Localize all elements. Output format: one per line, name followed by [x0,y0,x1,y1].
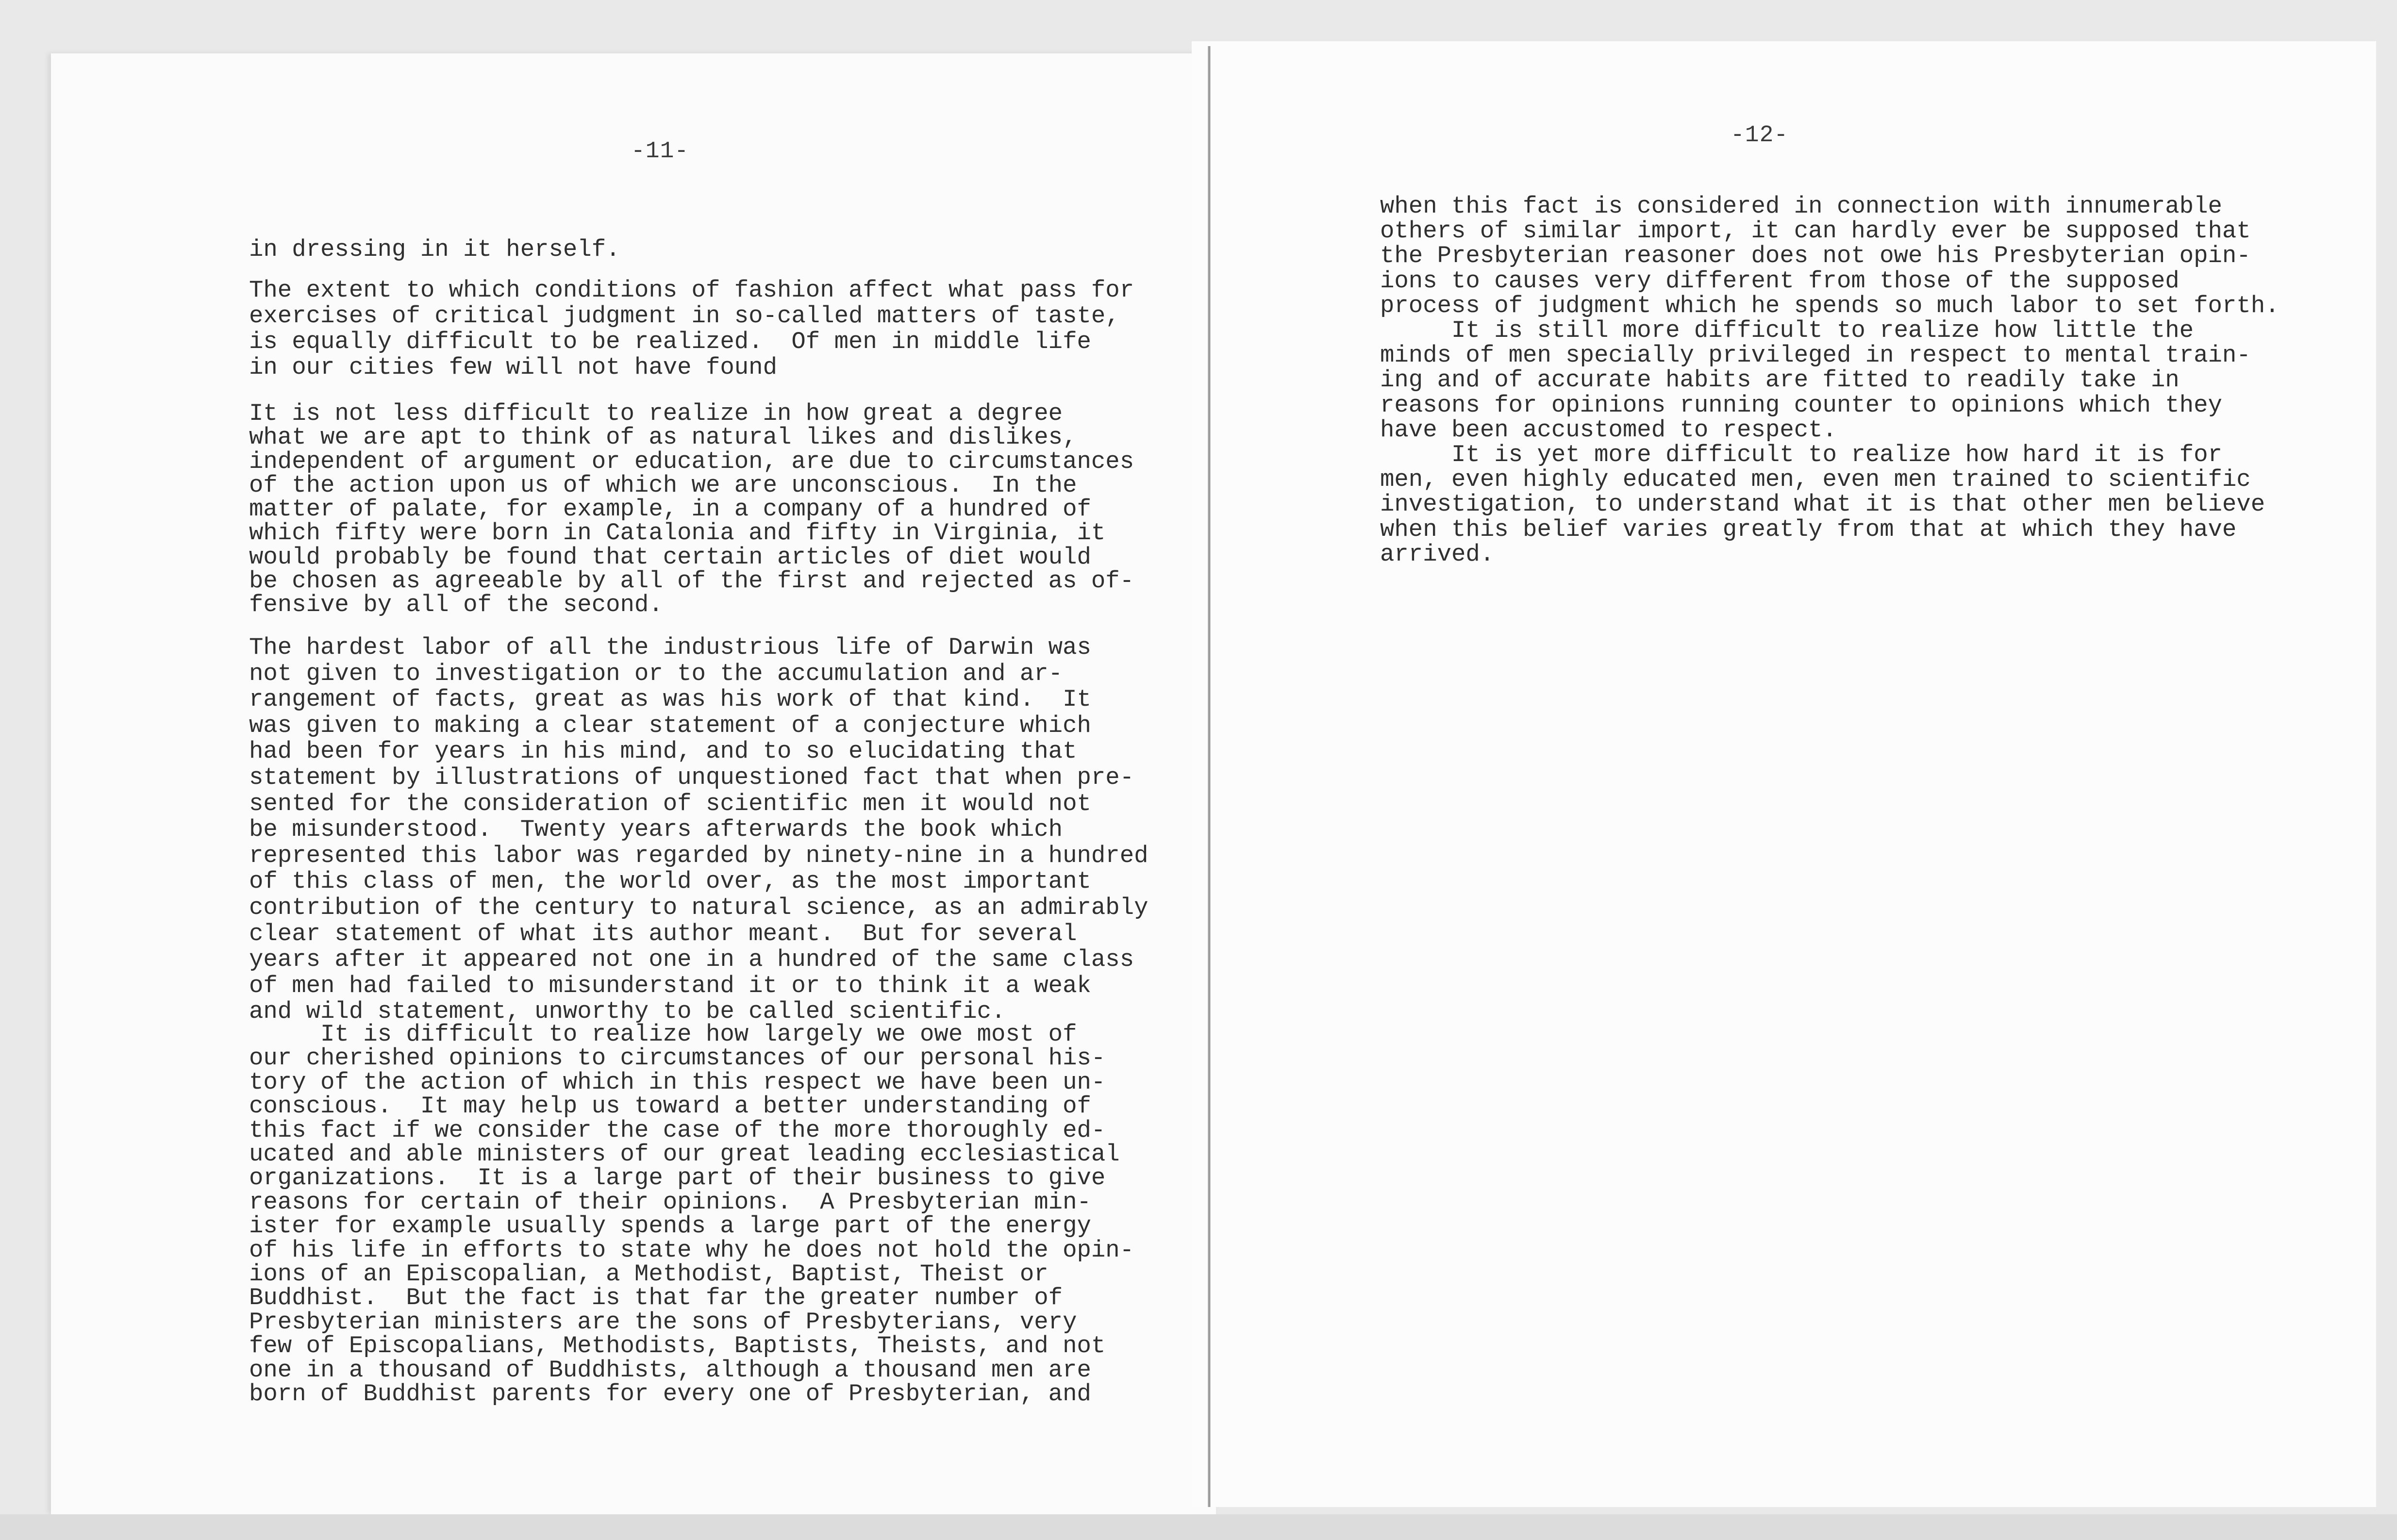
text-line: minds of men specially privileged in respect to mental train- [1380,342,2251,369]
text-line: which fifty were born in Catalonia and fifty in Virginia, it [249,519,1106,547]
text-line: clear statement of what its author meant. But for several [249,920,1077,947]
text-line: the Presbyterian reasoner does not owe his Presbyterian opin- [1380,242,2251,270]
paragraph [249,278,1134,381]
text-line: It is yet more difficult to realize how hard it is for [1380,441,2222,469]
text-line: fensive by all of the second. [249,591,663,619]
text-line: be misunderstood. Twenty years afterwards the book which [249,816,1063,844]
text-line: statement by illustrations of unquestioned fact that when pre- [249,763,1134,791]
text-line: process of judgment which he spends so much labor to set forth. [1380,292,2280,319]
page-number-right: -12- [1731,122,1789,149]
text-line: have been accustomed to respect. [1380,416,1837,444]
paragraph [249,402,1134,617]
text-line: was given to making a clear statement of a conjecture which [249,712,1091,739]
text-line: It is still more difficult to realize how little the [1380,317,2194,345]
text-line: conscious. It may help us toward a better understanding of [249,1093,1091,1120]
text-line: arrived. [1380,540,1495,568]
text-line: rangement of facts, great as was his work of that kind. It [249,686,1091,713]
text-line: represented this labor was regarded by ninety-nine in a hundred [249,842,1149,869]
text-line: exercises of critical judgment in so-called matters of taste, [249,302,1120,330]
text-line: of his life in efforts to state why he does not hold the opin- [249,1236,1134,1264]
scan-background-strip [0,1514,2397,1540]
paragraph [1380,194,2280,567]
text-line: ions of an Episcopalian, a Methodist, Baptist, Theist or [249,1260,1049,1288]
text-line: years after it appeared not one in a hundred of the same class [249,946,1134,974]
paragraph [249,237,620,262]
text-line: ions to causes very different from those of the supposed [1380,267,2180,295]
paragraph [249,635,1149,1025]
text-line: when this belief varies greatly from that at which they have [1380,515,2237,543]
text-line: this fact if we consider the case of the more thoroughly ed- [249,1116,1106,1144]
text-line: ucated and able ministers of our great leading ecclesiastical [249,1141,1120,1168]
text-line: Presbyterian ministers are the sons of Presbyterians, very [249,1308,1077,1336]
text-line: ing and of accurate habits are fitted to readily take in [1380,366,2180,394]
text-line: reasons for certain of their opinions. A Presbyterian min- [249,1188,1091,1216]
text-line: Buddhist. But the fact is that far the greater number of [249,1284,1063,1312]
text-line: of this class of men, the world over, as the most important [249,868,1091,895]
text-line: The extent to which conditions of fashion affect what pass for [249,277,1134,304]
text-line: It is difficult to realize how largely we owe most of [249,1021,1077,1048]
text-line: and wild statement, unworthy to be called scientific. [249,998,1006,1026]
text-line: organizations. It is a large part of their business to give [249,1164,1106,1192]
text-line: sented for the consideration of scientific men it would not [249,790,1091,817]
text-line: matter of palate, for example, in a company of a hundred of [249,496,1091,523]
text-line: in dressing in it herself. [249,236,620,263]
text-line: of men had failed to misunderstand it or to think it a weak [249,972,1091,999]
text-line: tory of the action of which in this respect we have been un- [249,1068,1106,1096]
text-line: independent of argument or education, are due to circumstances [249,447,1134,475]
book-binding-fold [1208,46,1211,1507]
text-line: had been for years in his mind, and to so elucidating that [249,738,1077,765]
text-line: is equally difficult to be realized. Of men in middle life [249,328,1091,355]
text-line: what we are apt to think of as natural likes and dislikes, [249,424,1077,451]
text-line: others of similar import, it can hardly ever be supposed that [1380,217,2251,245]
text-line: investigation, to understand what it is that other men believe [1380,491,2265,518]
text-line: when this fact is considered in connection with innumerable [1380,193,2222,220]
text-line: contribution of the century to natural science, as an admirably [249,894,1149,921]
text-line: born of Buddhist parents for every one of Presbyterian, and [249,1380,1091,1408]
text-line: in our cities few will not have found [249,354,777,381]
page-number-left: -11- [631,138,689,165]
text-line: of the action upon us of which we are unconscious. In the [249,471,1077,499]
text-line: would probably be found that certain articles of diet would [249,543,1091,571]
text-line: be chosen as agreeable by all of the first and rejected as of- [249,567,1134,595]
text-line: It is not less difficult to realize in how great a degree [249,400,1063,427]
text-line: not given to investigation or to the accumulation and ar- [249,660,1063,687]
text-line: our cherished opinions to circumstances of our personal his- [249,1044,1106,1072]
text-line: few of Episcopalians, Methodists, Baptists, Theists, and not [249,1332,1106,1360]
text-line: reasons for opinions running counter to opinions which they [1380,391,2222,419]
paragraph [249,1023,1134,1407]
text-line: men, even highly educated men, even men trained to scientific [1380,466,2251,494]
text-line: ister for example usually spends a large part of the energy [249,1212,1091,1240]
text-line: one in a thousand of Buddhists, although a thousand men are [249,1356,1091,1384]
text-line: The hardest labor of all the industrious life of Darwin was [249,634,1091,661]
